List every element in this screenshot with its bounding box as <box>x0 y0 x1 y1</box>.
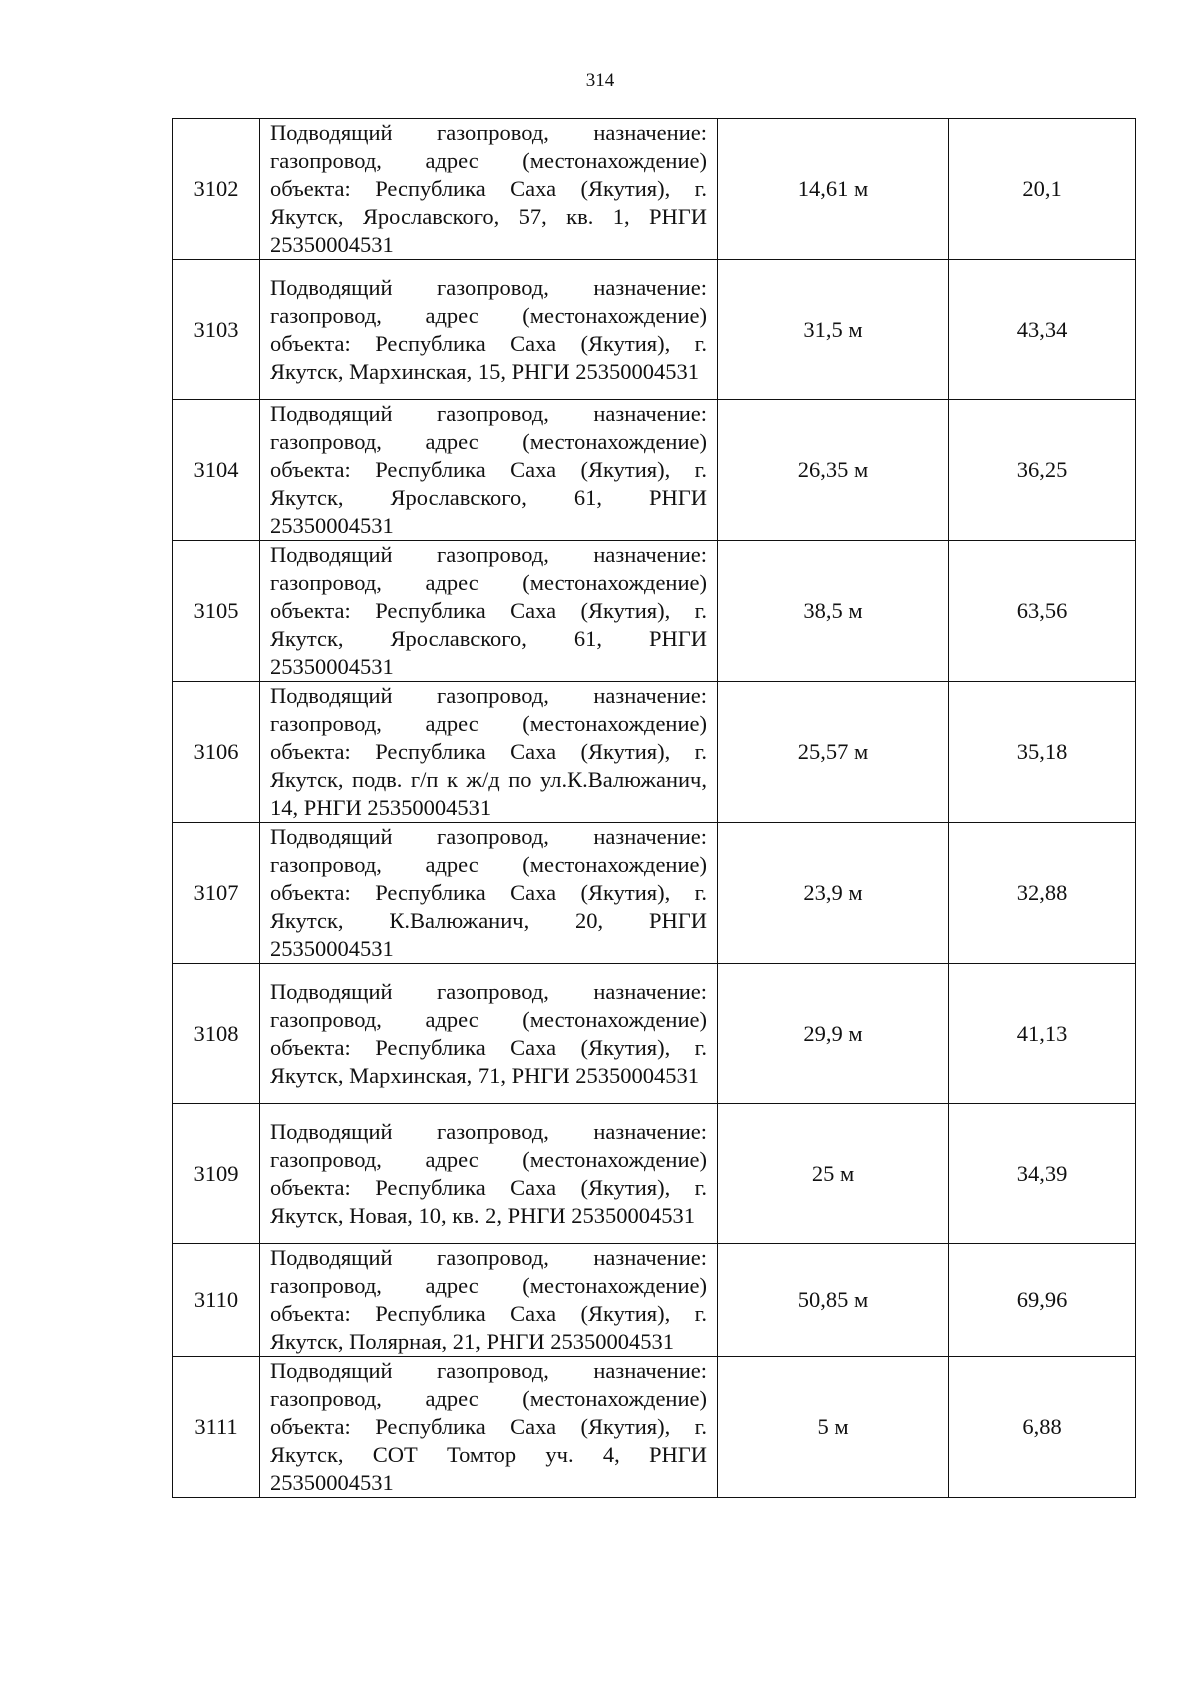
property-register-table <box>172 118 1136 1498</box>
table-row <box>173 823 1136 964</box>
object-description-cell: Подводящий газопровод, назначение: газопровод, адрес (местонахождение) объекта: Республика Саха (Якутия), г. Якутск, К.Валюжанич, 20, РНГИ 25350004531 <box>260 823 718 964</box>
value-cell: 34,39 <box>949 1104 1136 1244</box>
object-description-cell: Подводящий газопровод, назначение: газопровод, адрес (местонахождение) объекта: Республика Саха (Якутия), г. Якутск, Новая, 10, кв. 2, РНГИ 25350004531 <box>260 1104 718 1244</box>
length-cell: 29,9 м <box>718 964 949 1104</box>
row-number-cell: 3106 <box>173 682 260 823</box>
length-cell: 14,61 м <box>718 119 949 260</box>
length-cell: 50,85 м <box>718 1244 949 1357</box>
table-row <box>173 400 1136 541</box>
object-description-cell: Подводящий газопровод, назначение: газопровод, адрес (местонахождение) объекта: Республика Саха (Якутия), г. Якутск, Ярославского, 61, РНГИ 25350004531 <box>260 400 718 541</box>
length-cell: 5 м <box>718 1357 949 1498</box>
object-description-cell: Подводящий газопровод, назначение: газопровод, адрес (местонахождение) объекта: Республика Саха (Якутия), г. Якутск, Ярославского, 57, кв. 1, РНГИ 25350004531 <box>260 119 718 260</box>
row-number-cell: 3109 <box>173 1104 260 1244</box>
value-cell: 69,96 <box>949 1244 1136 1357</box>
length-cell: 25 м <box>718 1104 949 1244</box>
length-cell: 31,5 м <box>718 260 949 400</box>
value-cell: 41,13 <box>949 964 1136 1104</box>
table-row <box>173 1244 1136 1357</box>
value-cell: 6,88 <box>949 1357 1136 1498</box>
value-cell: 63,56 <box>949 541 1136 682</box>
row-number-cell: 3111 <box>173 1357 260 1498</box>
object-description-cell: Подводящий газопровод, назначение: газопровод, адрес (местонахождение) объекта: Республика Саха (Якутия), г. Якутск, Ярославского, 61, РНГИ 25350004531 <box>260 541 718 682</box>
object-description-cell: Подводящий газопровод, назначение: газопровод, адрес (местонахождение) объекта: Республика Саха (Якутия), г. Якутск, Мархинская, 71, РНГИ 25350004531 <box>260 964 718 1104</box>
row-number-cell: 3108 <box>173 964 260 1104</box>
value-cell: 43,34 <box>949 260 1136 400</box>
value-cell: 20,1 <box>949 119 1136 260</box>
table-row <box>173 119 1136 260</box>
row-number-cell: 3110 <box>173 1244 260 1357</box>
table-row <box>173 260 1136 400</box>
page-number: 314 <box>585 70 615 91</box>
table-row <box>173 964 1136 1104</box>
length-cell: 25,57 м <box>718 682 949 823</box>
row-number-cell: 3107 <box>173 823 260 964</box>
length-cell: 23,9 м <box>718 823 949 964</box>
value-cell: 36,25 <box>949 400 1136 541</box>
row-number-cell: 3102 <box>173 119 260 260</box>
length-cell: 38,5 м <box>718 541 949 682</box>
value-cell: 32,88 <box>949 823 1136 964</box>
table-row <box>173 541 1136 682</box>
row-number-cell: 3103 <box>173 260 260 400</box>
length-cell: 26,35 м <box>718 400 949 541</box>
value-cell: 35,18 <box>949 682 1136 823</box>
object-description-cell: Подводящий газопровод, назначение: газопровод, адрес (местонахождение) объекта: Республика Саха (Якутия), г. Якутск, подв. г/п к ж/д по ул.К.Валюжанич, 14, РНГИ 25350004531 <box>260 682 718 823</box>
row-number-cell: 3104 <box>173 400 260 541</box>
row-number-cell: 3105 <box>173 541 260 682</box>
object-description-cell: Подводящий газопровод, назначение: газопровод, адрес (местонахождение) объекта: Республика Саха (Якутия), г. Якутск, СОТ Томтор уч. 4, РНГИ 25350004531 <box>260 1357 718 1498</box>
table-row <box>173 1357 1136 1498</box>
table-row <box>173 1104 1136 1244</box>
object-description-cell: Подводящий газопровод, назначение: газопровод, адрес (местонахождение) объекта: Республика Саха (Якутия), г. Якутск, Мархинская, 15, РНГИ 25350004531 <box>260 260 718 400</box>
table-row <box>173 682 1136 823</box>
object-description-cell: Подводящий газопровод, назначение: газопровод, адрес (местонахождение) объекта: Республика Саха (Якутия), г. Якутск, Полярная, 21, РНГИ 25350004531 <box>260 1244 718 1357</box>
